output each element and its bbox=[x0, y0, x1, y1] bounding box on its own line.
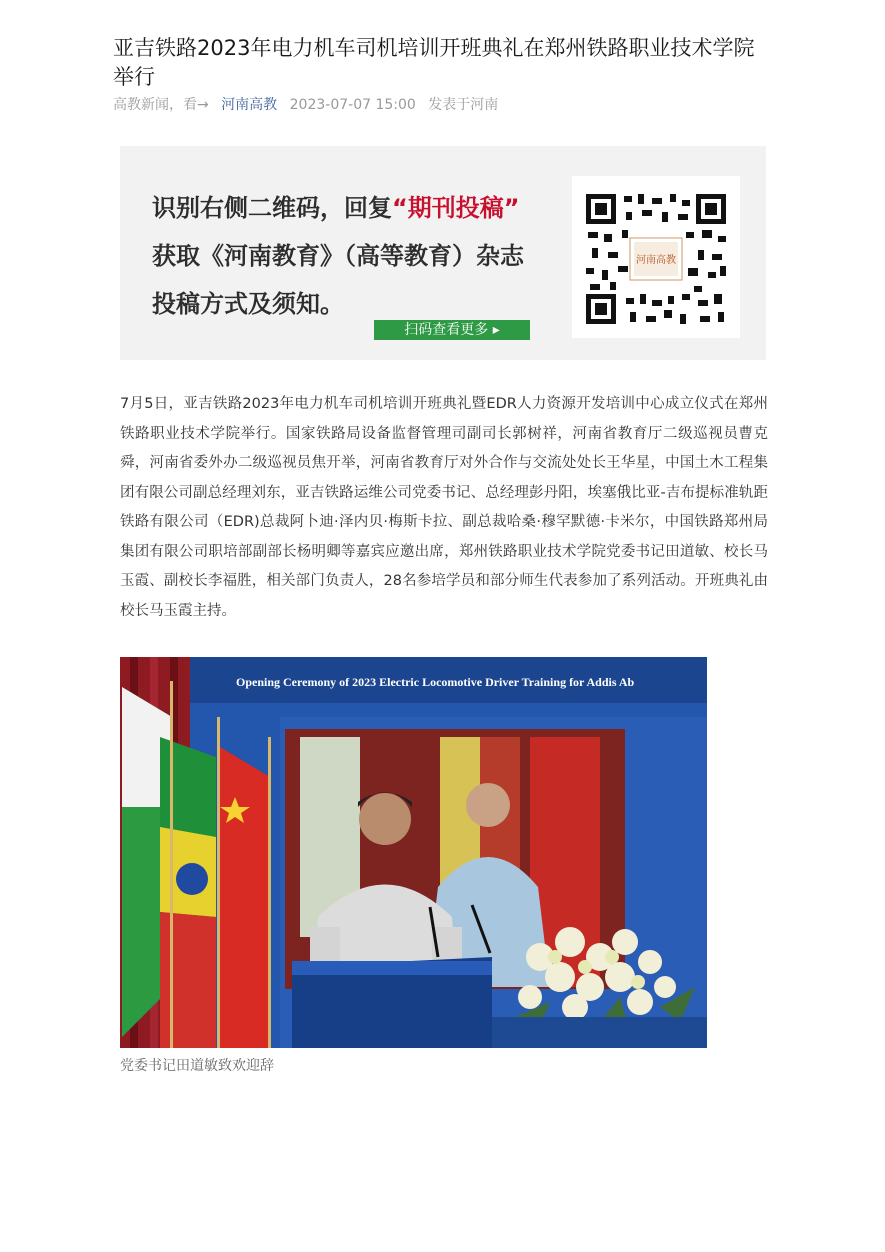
meta-category: 高教新闻，看→ bbox=[113, 97, 209, 113]
submission-banner[interactable] bbox=[120, 146, 766, 360]
article-body: 7月5日，亚吉铁路2023年电力机车司机培训开班典礼暨EDR人力资源开发培训中心成立仪式在郑州铁路职业技术学院举行。国家铁路局设备监督管理司副司长郭树祥，河南省教育厅二级巡视员曹克舜，河南省委外办二级巡视员焦开举，河南省教育厅对外合作与交流处处长王华星，中国土木工程集团有限公司副总经理刘东，亚吉铁路运维公司党委书记、总经理彭丹阳，埃塞俄比亚-吉布提标准轨距铁路有限公司（EDR)总裁阿卜迪·泽内贝·梅斯卡拉、副总裁哈桑·穆罕默德·卡米尔，中国铁路郑州局集团有限公司职培部副部长杨明卿等嘉宾应邀出席，郑州铁路职业技术学院党委书记田道敏、校长马玉霞、副校长李福胜，相关部门负责人，28名参培学员和部分师生代表参加了系列活动。开班典礼由校长马玉霞主持。 bbox=[120, 396, 768, 619]
article-meta bbox=[113, 94, 506, 114]
banner-highlight: “期刊投稿” bbox=[392, 194, 520, 222]
account-link[interactable]: 河南高教 bbox=[221, 97, 278, 113]
scan-more-button[interactable]: 扫码查看更多 ▸ bbox=[374, 320, 530, 340]
banner-line-3: 投稿方式及须知。 bbox=[152, 290, 344, 318]
ceremony-photo bbox=[120, 657, 707, 1048]
banner-line-2: 获取《河南教育》（高等教育）杂志 bbox=[152, 242, 524, 270]
qr-center-text: 河南高教 bbox=[636, 255, 676, 266]
publish-datetime: 2023-07-07 15:00 bbox=[289, 97, 416, 113]
banner-line-1-text: 识别右侧二维码，回复 bbox=[152, 194, 392, 222]
banner-line-1 bbox=[152, 188, 520, 223]
backdrop-subtitle: Opening Ceremony of 2023 Electric Locomotive Driver Training for Addis Ab bbox=[236, 675, 635, 689]
qr-code[interactable] bbox=[572, 176, 740, 338]
ceremony-scene bbox=[120, 657, 707, 1048]
photo-caption: 党委书记田道敏致欢迎辞 bbox=[120, 1058, 274, 1074]
article-title: 亚吉铁路2023年电力机车司机培训开班典礼在郑州铁路职业技术学院举行 bbox=[113, 36, 755, 90]
publish-location: 发表于河南 bbox=[428, 97, 499, 113]
